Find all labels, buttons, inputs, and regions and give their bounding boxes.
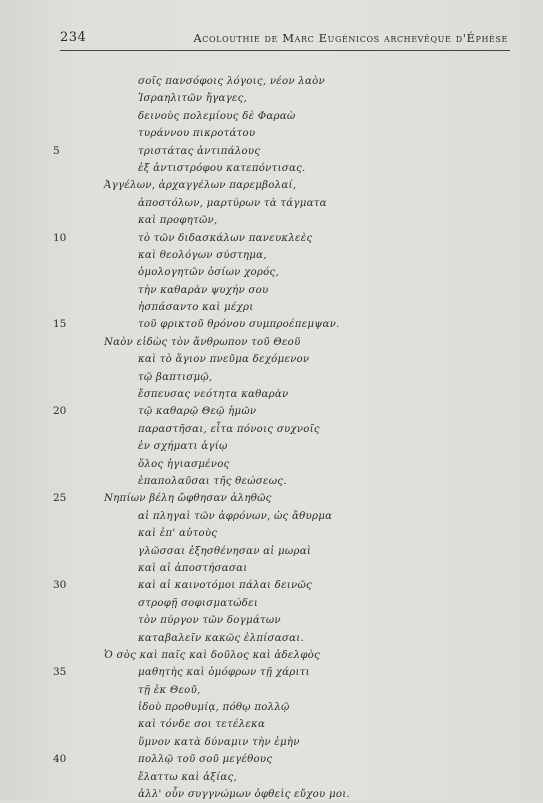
line-number: 25	[53, 492, 67, 505]
line-number: 15	[53, 318, 67, 331]
line-text: καὶ αἱ καινοτόμοι πάλαι δεινῶς	[138, 580, 312, 592]
poem-line	[0, 351, 543, 368]
line-text: Ὁ σὸς καὶ παῖς καὶ δοῦλος καὶ ἀδελφὸς	[104, 649, 321, 661]
poem-line	[0, 473, 543, 490]
poem-line	[0, 386, 543, 403]
line-text: στροφῇ σοφισματώδει	[138, 597, 259, 609]
line-text: τῇ ἐκ Θεοῦ,	[138, 684, 201, 696]
line-text: Ἰσραηλιτῶν ἤγαγες,	[138, 93, 248, 105]
line-text: ἐξ ἀντιστρόφου κατεπόντισας.	[138, 162, 306, 174]
poem-line	[0, 421, 543, 438]
line-text: σοῖς πανσόφοις λόγοις, νέον λαὸν	[138, 76, 325, 87]
line-text: ὅλος ἡγιασμένος	[138, 458, 230, 470]
line-text: ἠσπάσαντο καὶ μέχρι	[138, 302, 254, 314]
poem-line	[0, 438, 543, 455]
line-text: τὸν πύργον τῶν δογμάτων	[138, 615, 281, 627]
poem-line	[0, 716, 543, 733]
line-text: τῷ καθαρῷ Θεῷ ἡμῶν	[138, 406, 257, 418]
poem-text	[0, 73, 543, 803]
line-text: καὶ προφητῶν,	[138, 215, 218, 227]
line-text: ἐν σχήματι ἁγίῳ	[138, 441, 228, 453]
line-text: αἱ πληγαὶ τῶν ἀφρόνων, ὡς ἄθυρμα	[138, 510, 333, 522]
poem-line	[0, 369, 543, 386]
line-text: καὶ τὸ ἅγιον πνεῦμα δεχόμενον	[138, 354, 310, 366]
running-title: Acolouthie de Marc Eugénicos archevêque d'Éphèse	[193, 31, 508, 45]
poem-line	[0, 264, 543, 281]
poem-line	[0, 282, 543, 299]
line-text: Ναὸν εἰδὼς τὸν ἄνθρωπον τοῦ Θεοῦ	[104, 336, 301, 348]
poem-line	[0, 699, 543, 716]
line-number: 40	[53, 753, 67, 766]
line-text: ἰδοὺ προθυμίᾳ, πόθῳ πολλῷ	[138, 702, 290, 714]
poem-line	[0, 160, 543, 177]
poem-line	[0, 682, 543, 699]
poem-line	[0, 786, 543, 803]
header-rule	[60, 50, 510, 51]
line-text: γλῶσσαι ἐξησθένησαν αἱ μωραὶ	[138, 545, 312, 557]
poem-line	[0, 664, 543, 681]
poem-line	[0, 769, 543, 786]
line-text: τὸ τῶν διδασκάλων πανευκλεὲς	[138, 232, 313, 244]
poem-line	[0, 630, 543, 647]
line-text: παραστῆσαι, εἶτα πόνοις συχνοῖς	[138, 423, 320, 435]
line-text: καὶ ἐπ' αὐτοὺς	[138, 528, 218, 540]
poem-line	[0, 647, 543, 664]
poem-line	[0, 316, 543, 333]
line-text: ἀποστόλων, μαρτύρων τὰ τάγματα	[138, 197, 327, 209]
line-text: καταβαλεῖν κακῶς ἐλπίσασαι.	[138, 632, 304, 644]
poem-line	[0, 543, 543, 560]
poem-line	[0, 751, 543, 768]
line-number: 10	[53, 231, 67, 244]
line-text: καὶ αἱ ἀποστήσασαι	[138, 562, 248, 574]
line-text: πολλῷ τοῦ σοῦ μεγέθους	[138, 754, 273, 766]
poem-line	[0, 177, 543, 194]
poem-line	[0, 108, 543, 125]
poem-line	[0, 247, 543, 264]
line-text: τοῦ φρικτοῦ θρόνου συμπροέπεμψαν.	[138, 319, 340, 331]
poem-line	[0, 125, 543, 142]
poem-line	[0, 143, 543, 160]
poem-line	[0, 403, 543, 420]
line-text: ἔλαττω καὶ ἀξίας,	[138, 771, 237, 783]
poem-line	[0, 508, 543, 525]
line-text: ἐπαπολαῦσαι τῆς θεώσεως.	[138, 475, 287, 487]
poem-line	[0, 525, 543, 542]
line-text: ὕμνον κατὰ δύναμιν τὴν ἐμὴν	[138, 736, 300, 748]
line-text: Νηπίων βέλη ὤφθησαν ἀληθῶς	[104, 493, 272, 505]
poem-line	[0, 195, 543, 212]
line-text: τυράννου πικροτάτου	[138, 128, 256, 140]
poem-line	[0, 490, 543, 507]
poem-line	[0, 90, 543, 107]
page-header	[60, 28, 508, 50]
line-number: 5	[53, 144, 60, 157]
poem-line	[0, 299, 543, 316]
line-text: ἔσπευσας νεότητα καθαρὰν	[138, 389, 289, 401]
poem-line	[0, 595, 543, 612]
line-text: καὶ θεολόγων σύστημα,	[138, 249, 267, 261]
line-number: 30	[53, 579, 67, 592]
line-text: Ἀγγέλων, ἀρχαγγέλων παρεμβολαί,	[104, 180, 297, 192]
poem-line	[0, 230, 543, 247]
line-text: ὁμολογητῶν ὁσίων χορός,	[138, 267, 279, 279]
line-text: τριστάτας ἀντιπάλους	[138, 145, 261, 157]
line-text: τὴν καθαρὰν ψυχήν σου	[138, 284, 269, 296]
line-text: καὶ τόνδε σοι τετέλεκα	[138, 719, 266, 731]
poem-line	[0, 212, 543, 229]
line-text: μαθητὴς καὶ ὁμόφρων τῇ χάριτι	[138, 667, 310, 679]
poem-line	[0, 456, 543, 473]
page-number: 234	[60, 30, 87, 45]
poem-line	[0, 334, 543, 351]
poem-line	[0, 577, 543, 594]
poem-line	[0, 612, 543, 629]
line-number: 20	[53, 405, 67, 418]
poem-line	[0, 73, 543, 90]
line-text: ἀλλ' οὖν συγγνώμων ὀφθεὶς εὔχου μοι.	[138, 789, 350, 801]
line-text: τῷ βαπτισμῷ,	[138, 371, 213, 383]
poem-line	[0, 560, 543, 577]
poem-line	[0, 734, 543, 751]
line-number: 35	[53, 666, 67, 679]
line-text: δεινοὺς πολεμίους δὲ Φαραὼ	[138, 110, 296, 122]
